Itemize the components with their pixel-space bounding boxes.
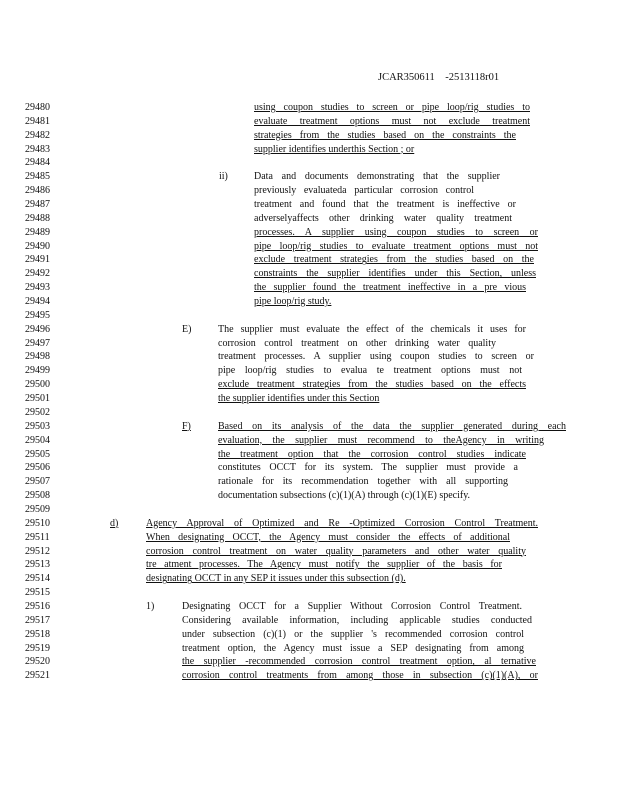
line-text: corrosion control treatments from among those in subsection (c)(1)(A), or (182, 670, 538, 682)
line-text: corrosion control treatment on other drinking water quality (218, 337, 496, 349)
line-text: pipe loop/rig studies to evalua te treatment options must not (218, 365, 522, 377)
text-line (0, 517, 618, 531)
text-line (0, 267, 618, 281)
text-line (0, 101, 618, 115)
text-line (0, 350, 618, 364)
item-label: d) (110, 517, 119, 529)
text-line (0, 281, 618, 295)
text-line (0, 642, 618, 656)
line-number: 29481 (25, 115, 50, 127)
line-text: Designating OCCT for a Supplier Without Corrosion Control Treatment. (182, 600, 522, 612)
text-line (0, 198, 618, 212)
item-label: ii) (219, 171, 228, 183)
line-text: The supplier must evaluate the effect of the chemicals it uses for (218, 323, 526, 335)
text-line (0, 323, 618, 337)
text-line (0, 115, 618, 129)
line-text: constitutes OCCT for its system. The supplier must provide a (218, 462, 518, 474)
line-text: processes. A supplier using coupon studies to screen or (254, 226, 538, 238)
line-number: 29514 (25, 573, 50, 585)
text-line (0, 170, 618, 184)
line-number: 29507 (25, 476, 50, 488)
line-text: tre atment processes. The Agency must notify the supplier of the basis for (146, 559, 502, 571)
text-line (0, 475, 618, 489)
line-text: designating OCCT in any SEP it issues under this subsection (d). (146, 573, 406, 585)
line-text: constraints the supplier identifies under this Section, unless (254, 268, 536, 280)
line-text: exclude treatment strategies from the studies based on the (254, 254, 534, 266)
text-line (0, 337, 618, 351)
line-text: the supplier found the treatment ineffective in a pre vious (254, 282, 526, 294)
line-text: Agency Approval of Optimized and Re -Optimized Corrosion Control Treatment. (146, 517, 538, 529)
text-line (0, 628, 618, 642)
document-id: JCAR350611 (378, 72, 435, 83)
line-number: 29483 (25, 143, 50, 155)
line-number: 29510 (25, 517, 50, 529)
line-text: treatment and found that the treatment is ineffective or (254, 199, 516, 211)
text-line (0, 655, 618, 669)
line-number: 29517 (25, 614, 50, 626)
text-line (0, 434, 618, 448)
line-number: 29516 (25, 600, 50, 612)
line-number: 29499 (25, 365, 50, 377)
line-number: 29504 (25, 434, 50, 446)
line-number: 29496 (25, 323, 50, 335)
line-number: 29502 (25, 406, 50, 418)
text-line (0, 461, 618, 475)
line-number: 29511 (25, 531, 50, 543)
document-version: -2513118r01 (445, 72, 500, 83)
line-text: rationale for its recommendation together with all supporting (218, 476, 508, 488)
text-line (0, 558, 618, 572)
line-number: 29495 (25, 309, 50, 321)
line-number: 29498 (25, 351, 50, 363)
line-number: 29480 (25, 102, 50, 113)
line-text: Based on its analysis of the data the supplier generated during each (218, 420, 566, 432)
line-number: 29488 (25, 212, 50, 224)
line-text: evaluation, the supplier must recommend to theAgency in writing (218, 434, 544, 446)
item-label: E) (182, 323, 192, 335)
line-number: 29520 (25, 656, 50, 668)
line-text: Considering available information, including applicable studies conducted (182, 614, 532, 626)
text-line (0, 572, 618, 586)
text-line (0, 156, 618, 170)
text-line (0, 212, 618, 226)
line-number: 29489 (25, 226, 50, 238)
line-number: 29485 (25, 171, 50, 183)
line-number: 29508 (25, 490, 50, 502)
text-line (0, 240, 618, 254)
line-text: under subsection (c)(1) or the supplier 's recommended corrosion control (182, 628, 524, 640)
text-line (0, 614, 618, 628)
text-line (0, 586, 618, 600)
text-line (0, 378, 618, 392)
item-label: 1) (146, 600, 155, 612)
line-number: 29494 (25, 296, 50, 308)
text-line (0, 600, 618, 614)
text-line (0, 364, 618, 378)
line-number: 29487 (25, 199, 50, 211)
line-text: strategies from the studies based on the constraints the (254, 129, 516, 141)
line-number: 29482 (25, 129, 50, 141)
line-number: 29500 (25, 379, 50, 391)
line-number: 29509 (25, 503, 50, 515)
line-number: 29512 (25, 545, 50, 557)
line-text: When designating OCCT, the Agency must consider the effects of additional (146, 531, 510, 543)
text-line (0, 420, 618, 434)
document-header (378, 72, 499, 83)
line-text: documentation subsections (c)(1)(A) through (c)(1)(E) specify. (218, 490, 471, 502)
line-number: 29519 (25, 642, 50, 654)
line-text: evaluate treatment options must not exclude treatment (254, 115, 530, 127)
line-number: 29518 (25, 628, 50, 640)
line-number: 29484 (25, 157, 50, 169)
line-number: 29501 (25, 393, 50, 405)
line-number: 29490 (25, 240, 50, 252)
text-line (0, 129, 618, 143)
line-text: using coupon studies to screen or pipe loop/rig studies to (254, 102, 530, 113)
line-text: exclude treatment strategies from the studies based on the effects (218, 379, 526, 391)
line-text: supplier identifies underthis Section ; or (254, 143, 415, 155)
text-line (0, 503, 618, 517)
line-number: 29497 (25, 337, 50, 349)
line-text: adverselyaffects other drinking water quality treatment (254, 212, 512, 224)
text-line (0, 184, 618, 198)
text-line (0, 309, 618, 323)
line-number: 29491 (25, 254, 50, 266)
line-number: 29506 (25, 462, 50, 474)
line-text: previously evaluateda particular corrosion control (254, 185, 474, 197)
line-text: Data and documents demonstrating that the supplier (254, 171, 500, 183)
item-label: F) (182, 420, 191, 432)
text-line (0, 143, 618, 157)
text-line (0, 406, 618, 420)
text-line (0, 448, 618, 462)
line-number: 29513 (25, 559, 50, 571)
text-line (0, 545, 618, 559)
text-line (0, 295, 618, 309)
text-line (0, 392, 618, 406)
line-text: treatment option, the Agency must issue a SEP designating from among (182, 642, 524, 654)
line-text: pipe loop/rig study. (254, 296, 332, 308)
line-number: 29503 (25, 420, 50, 432)
text-line (0, 531, 618, 545)
line-number: 29492 (25, 268, 50, 280)
text-line (0, 669, 618, 683)
line-number: 29515 (25, 587, 50, 599)
line-text: the supplier identifies under this Section (218, 393, 380, 405)
text-line (0, 489, 618, 503)
line-number: 29486 (25, 185, 50, 197)
line-number: 29493 (25, 282, 50, 294)
line-text: treatment processes. A supplier using coupon studies to screen or (218, 351, 534, 363)
text-line (0, 253, 618, 267)
line-number: 29505 (25, 448, 50, 460)
text-line (0, 226, 618, 240)
line-text: pipe loop/rig studies to evaluate treatment options must not (254, 240, 538, 252)
line-text: corrosion control treatment on water quality parameters and other water quality (146, 545, 526, 557)
line-text: the supplier -recommended corrosion control treatment option, al ternative (182, 656, 536, 668)
line-number: 29521 (25, 670, 50, 682)
line-text: the treatment option that the corrosion control studies indicate (218, 448, 526, 460)
